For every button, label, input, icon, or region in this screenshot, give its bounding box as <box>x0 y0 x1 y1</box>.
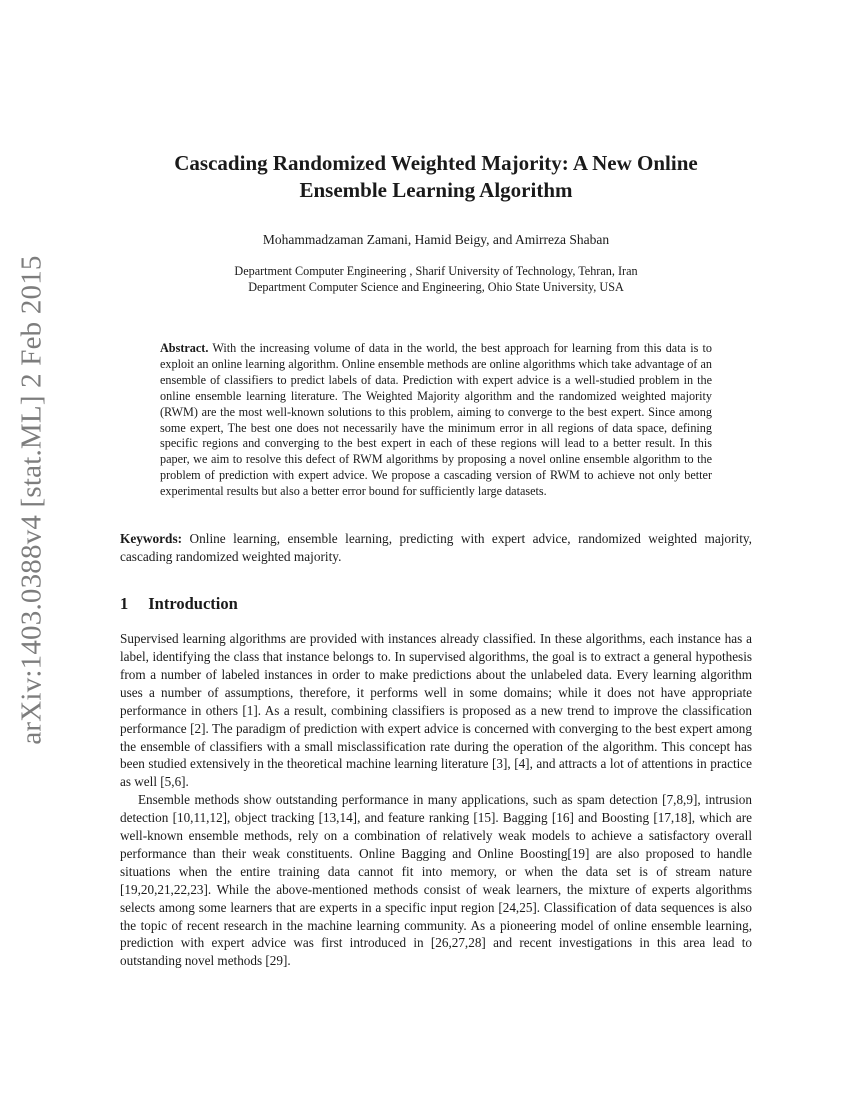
affiliation-1: Department Computer Engineering , Sharif University of Technology, Tehran, Iran <box>234 264 638 278</box>
abstract-label: Abstract. <box>160 341 209 355</box>
author-list: Mohammadzaman Zamani, Hamid Beigy, and Amirreza Shaban <box>262 232 610 247</box>
section-heading-introduction <box>120 594 752 614</box>
abstract-text: With the increasing volume of data in the world, the best approach for learning from this data is to exploit an online learning algorithm. Online ensemble methods are online algorithms which take advantage of an ensemble of classifiers to predict labels of data. Prediction with expert advice is a well-studied problem in the online ensemble learning literature. The Weighted Majority algorithm and the randomized weighted majority (RWM) are the most well-known solutions to this problem, aiming to converge to the best expert. Since among some expert, The best one does not necessarily have the minimum error in all regions of data space, defining specific regions and converging to the best expert in each of these regions will lead to a better result. In this paper, we aim to resolve this defect of RWM algorithms by proposing a novel online ensemble algorithm to the problem of prediction with expert advice. We propose a cascading version of RWM to achieve not only better experimental results but also a better error bound for sufficiently large datasets. <box>160 341 712 499</box>
affiliations <box>120 263 752 295</box>
affiliation-2: Department Computer Science and Engineering, Ohio State University, USA <box>248 280 624 294</box>
arxiv-side-stamp <box>0 255 64 745</box>
intro-paragraph-1: Supervised learning algorithms are provided with instances already classified. In these algorithms, each instance has a label, identifying the class that instance belongs to. In supervised algorithms, the goal is to extract a general hypothesis from a number of labeled instances in order to make predictions about the unlabeled data. Every learning algorithm uses a number of assumptions, therefore, it performs well in some domains; while it does not have appropriate performance in others [1]. As a result, combining classifiers is proposed as a new trend to improve the classification performance [2]. The paradigm of prediction with expert advice is concerned with converging to the best expert among the ensemble of classifiers with a small misclassification rate during the operation of the algorithm. This concept has been studied extensively in the theoretical machine learning literature [3], [4], and attracts a lot of attentions in practice as well [5,6]. <box>120 631 752 790</box>
arxiv-identifier: arXiv:1403.0388v4 [stat.ML] 2 Feb 2015 <box>15 255 48 745</box>
keywords <box>120 530 752 566</box>
keywords-text: Online learning, ensemble learning, predicting with expert advice, randomized weighted majority, cascading randomized weighted majority. <box>120 531 752 565</box>
section-number: 1 <box>120 594 129 614</box>
paper-title: Cascading Randomized Weighted Majority: A New Online Ensemble Learning Algorithm <box>174 151 698 202</box>
abstract <box>160 341 712 500</box>
paper-page <box>120 150 752 970</box>
intro-paragraph-2: Ensemble methods show outstanding performance in many applications, such as spam detection [7,8,9], intrusion detection [10,11,12], object tracking [13,14], and feature ranking [15]. Bagging [16] and Boosting [17,18], which are well-known ensemble methods, rely on a combination of relatively weak models to achieve a satisfactory overall performance than their weak constituents. Online Bagging and Online Boosting[19] are also proposed to handle situations when the entire training data cannot fit into memory, or when the data set is of stream nature [19,20,21,22,23]. While the above-mentioned methods consist of weak learners, the mixture of experts algorithms selects among some learners that are experts in a specific input region [24,25]. Classification of data sequences is also the topic of recent research in the machine learning community. As a pioneering model of online ensemble learning, prediction with expert advice was first introduced in [26,27,28] and recent investigations in this area lead to outstanding novel methods [29]. <box>120 792 752 969</box>
keywords-label: Keywords: <box>120 531 183 547</box>
section-title: Introduction <box>148 594 238 614</box>
